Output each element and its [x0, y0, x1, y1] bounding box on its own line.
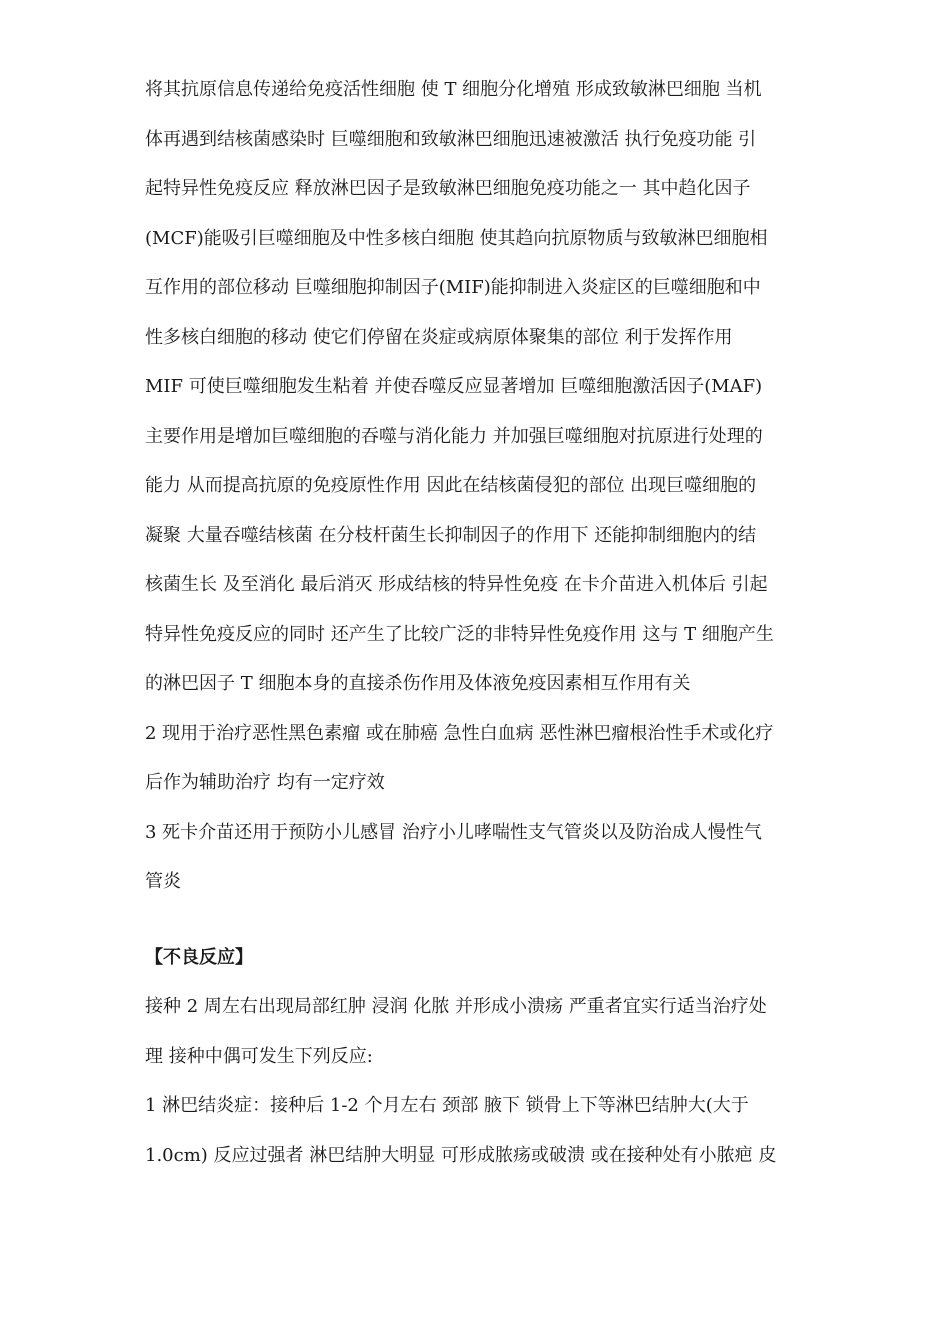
text-line: 起特异性免疫反应 释放淋巴因子是致敏淋巴细胞免疫功能之一 其中趋化因子 [145, 178, 751, 199]
text-line: 后作为辅助治疗 均有一定疗效 [145, 772, 385, 793]
text-line: 3 死卡介苗还用于预防小儿感冒 治疗小儿哮喘性支气管炎以及防治成人慢性气 [145, 822, 762, 843]
text-line: 主要作用是增加巨噬细胞的吞噬与消化能力 并加强巨噬细胞对抗原进行处理的 [145, 426, 763, 447]
text-line: 接种 2 周左右出现局部红肿 浸润 化脓 并形成小溃疡 严重者宜实行适当治疗处 [145, 996, 767, 1017]
text-line: 1.0cm) 反应过强者 淋巴结肿大明显 可形成脓疡或破溃 或在接种处有小脓疤 皮 [145, 1145, 777, 1166]
text-line: 的淋巴因子 T 细胞本身的直接杀伤作用及体液免疫因素相互作用有关 [145, 673, 691, 694]
text-line: 性多核白细胞的移动 使它们停留在炎症或病原体聚集的部位 利于发挥作用 [145, 327, 733, 348]
text-line: 体再遇到结核菌感染时 巨噬细胞和致敏淋巴细胞迅速被激活 执行免疫功能 引 [145, 129, 757, 150]
text-line: 管炎 [145, 871, 181, 892]
text-line: 1 淋巴结炎症：接种后 1-2 个月左右 颈部 腋下 锁骨上下等淋巴结肿大(大于 [145, 1095, 749, 1116]
text-line: 互作用的部位移动 巨噬细胞抑制因子(MIF)能抑制进入炎症区的巨噬细胞和中 [145, 277, 761, 298]
text-line: MIF 可使巨噬细胞发生粘着 并使吞噬反应显著增加 巨噬细胞激活因子(MAF) [145, 376, 763, 397]
text-line: (MCF)能吸引巨噬细胞及中性多核白细胞 使其趋向抗原物质与致敏淋巴细胞相 [145, 228, 768, 249]
text-line: 核菌生长 及至消化 最后消灭 形成结核的特异性免疫 在卡介苗进入机体后 引起 [145, 574, 768, 595]
text-line: 特异性免疫反应的同时 还产生了比较广泛的非特异性免疫作用 这与 T 细胞产生 [145, 624, 774, 645]
section-heading: 【不良反应】 [145, 947, 253, 968]
text-line: 2 现用于治疗恶性黑色素瘤 或在肺癌 急性白血病 恶性淋巴瘤根治性手术或化疗 [145, 723, 774, 744]
text-line: 理 接种中偶可发生下列反应: [145, 1046, 373, 1067]
text-line: 能力 从而提高抗原的免疫原性作用 因此在结核菌侵犯的部位 出现巨噬细胞的 [145, 475, 757, 496]
text-line: 凝聚 大量吞噬结核菌 在分枝杆菌生长抑制因子的作用下 还能抑制细胞内的结 [145, 525, 757, 546]
text-line: 将其抗原信息传递给免疫活性细胞 使 T 细胞分化增殖 形成致敏淋巴细胞 当机 [145, 79, 762, 100]
